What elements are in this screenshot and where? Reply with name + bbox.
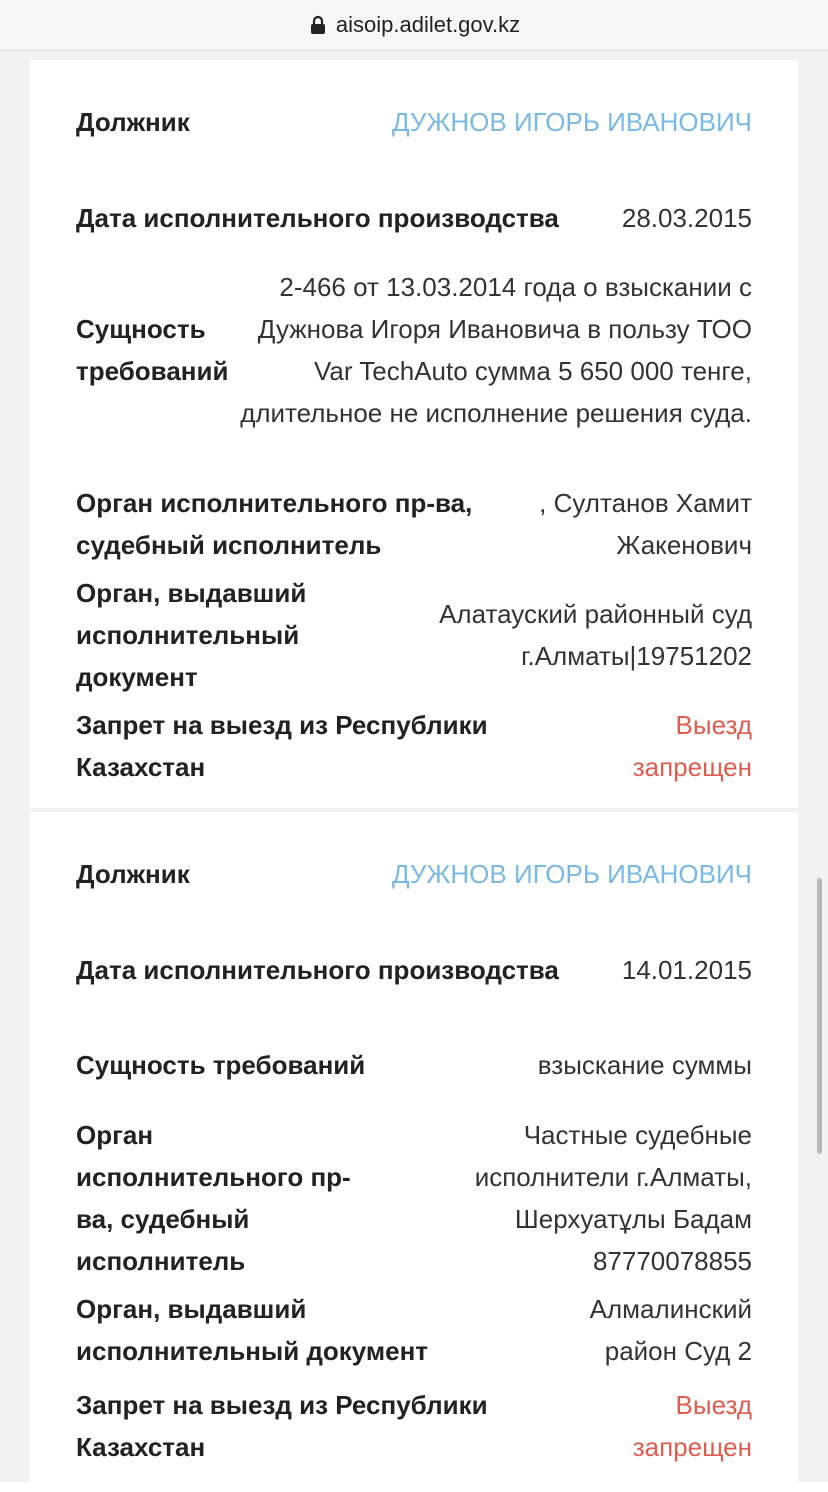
debtor-name-link[interactable]: ДУЖНОВ ИГОРЬ ИВАНОВИЧ [391, 107, 752, 137]
travel-ban-row [76, 1384, 752, 1468]
date-row [76, 949, 752, 991]
claim-row [76, 1044, 752, 1086]
date-label: Дата исполнительного производства [76, 955, 559, 985]
browser-address-bar[interactable] [0, 0, 828, 51]
debtor-row [76, 101, 752, 143]
enforcement-record-card [30, 60, 798, 808]
claim-value: 2-466 от 13.03.2014 года о взыскании с Дужнова Игоря Ивановича в пользу ТОО Var TechAuto сумма 5 650 000 тенге, длительное не исполнение решения суда. [240, 272, 752, 428]
date-row [76, 197, 752, 239]
enforcer-row [76, 1114, 752, 1282]
travel-ban-label: Запрет на выезд из Республики Казахстан [76, 1390, 488, 1462]
issuer-label: Орган, выдавший исполнительный документ [76, 578, 307, 692]
travel-ban-status: Выезд запрещен [632, 1390, 752, 1462]
date-label: Дата исполнительного производства [76, 203, 559, 233]
enforcement-record-card [30, 812, 798, 1492]
issuer-row [76, 572, 752, 698]
claim-row [76, 266, 752, 434]
url-text: aisoip.adilet.gov.kz [335, 12, 521, 37]
issuer-value: Алатауский районный суд г.Алматы|19751202 [439, 599, 752, 671]
debtor-name-link[interactable]: ДУЖНОВ ИГОРЬ ИВАНОВИЧ [391, 859, 752, 889]
debtor-row [76, 853, 752, 895]
claim-label: Сущность требований [76, 1050, 366, 1080]
debtor-label: Должник [76, 859, 190, 889]
date-value: 14.01.2015 [621, 955, 752, 985]
enforcer-label: Орган исполнительного пр-ва, судебный исполнитель [76, 488, 473, 560]
issuer-value: Алмалинский район Суд 2 [589, 1294, 752, 1366]
enforcer-label: Орган исполнительного пр-ва, судебный исполнитель [76, 1120, 351, 1276]
claim-label: Сущность требований [76, 314, 229, 386]
issuer-label: Орган, выдавший исполнительный документ [76, 1294, 429, 1366]
enforcer-value: Частные судебные исполнители г.Алматы, Шерхуатұлы Бадам 87770078855 [474, 1120, 752, 1276]
lock-icon [308, 15, 328, 35]
claim-value: взыскание суммы [537, 1050, 752, 1080]
issuer-row [76, 1288, 752, 1372]
enforcer-row [76, 482, 752, 566]
travel-ban-status: Выезд запрещен [632, 710, 752, 782]
enforcer-value: , Султанов Хамит Жакенович [539, 488, 752, 560]
travel-ban-row [76, 704, 752, 788]
debtor-label: Должник [76, 107, 190, 137]
travel-ban-label: Запрет на выезд из Республики Казахстан [76, 710, 488, 782]
date-value: 28.03.2015 [621, 203, 752, 233]
page-scrollbar[interactable] [817, 878, 822, 1154]
